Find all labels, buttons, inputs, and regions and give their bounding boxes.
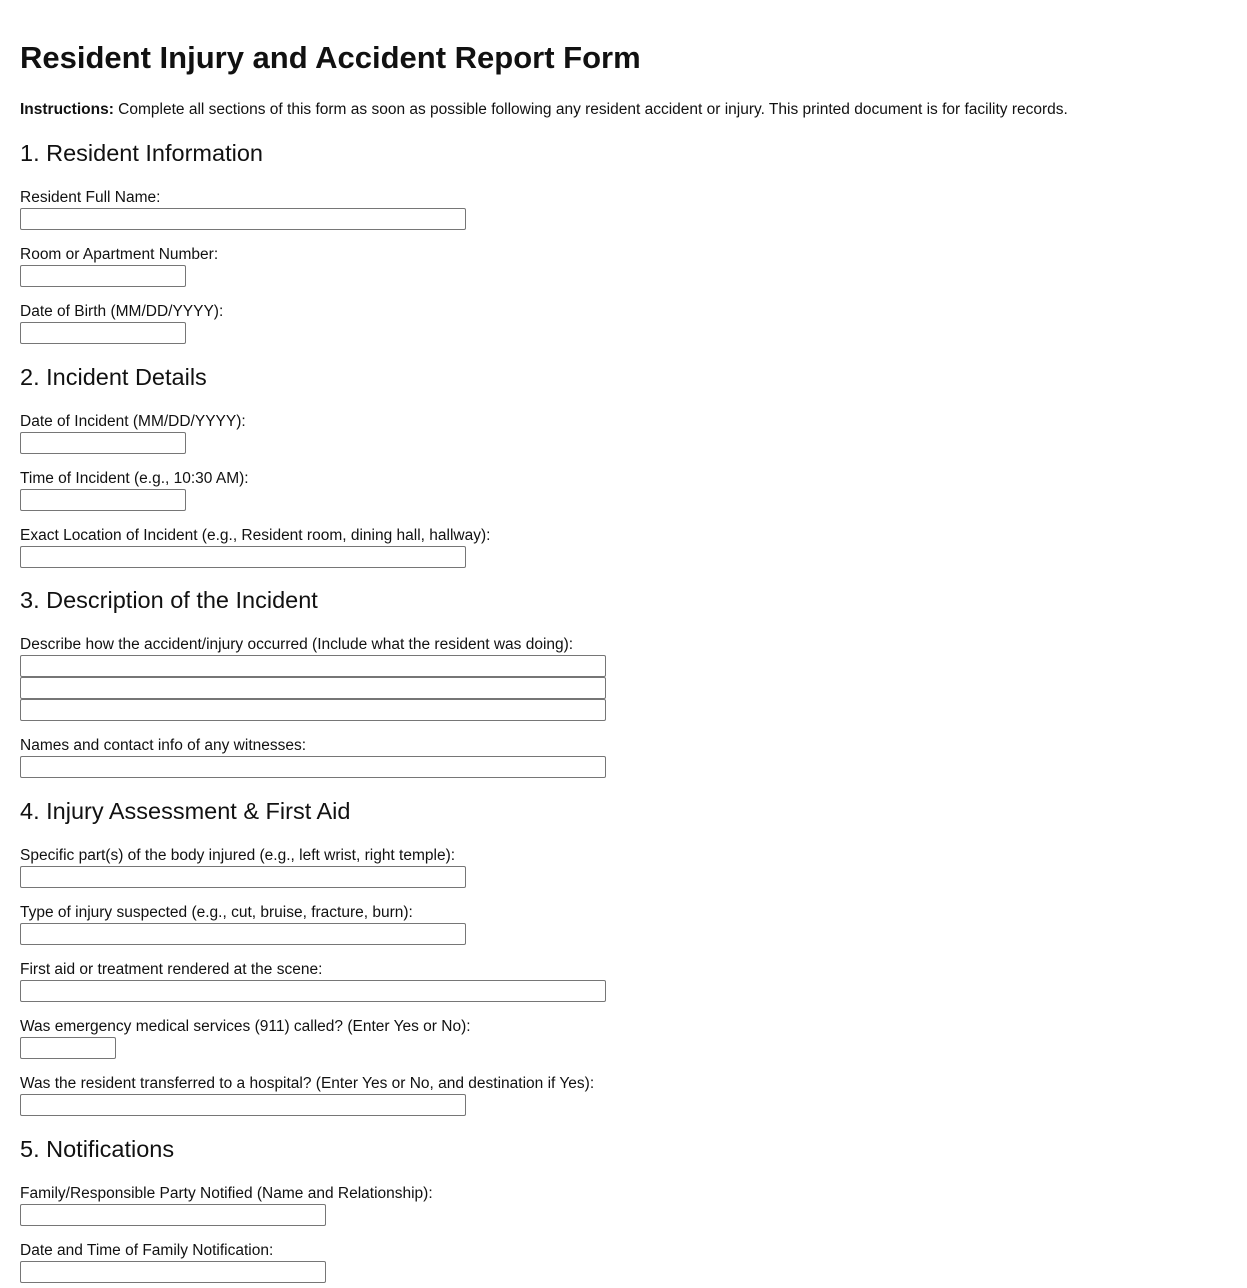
family-notified-label: Family/Responsible Party Notified (Name and Relationship):: [20, 1185, 433, 1202]
injury-type-label: Type of injury suspected (e.g., cut, bruise, fracture, burn):: [20, 904, 413, 921]
ems-called-label: Was emergency medical services (911) called? (Enter Yes or No):: [20, 1018, 471, 1035]
resident-name-label: Resident Full Name:: [20, 189, 161, 206]
family-notified-field[interactable]: [20, 1204, 326, 1226]
instructions: [20, 101, 1068, 119]
incident-location-label: Exact Location of Incident (e.g., Resident room, dining hall, hallway):: [20, 527, 491, 544]
description-line-2-field[interactable]: [20, 677, 606, 699]
instructions-label: Instructions:: [20, 101, 114, 118]
resident-name-field[interactable]: [20, 208, 466, 230]
family-notification-time-label: Date and Time of Family Notification:: [20, 1242, 274, 1259]
room-number-field[interactable]: [20, 265, 186, 287]
hospital-transfer-field[interactable]: [20, 1094, 466, 1116]
family-notification-time-field[interactable]: [20, 1261, 326, 1283]
incident-time-field[interactable]: [20, 489, 186, 511]
witnesses-label: Names and contact info of any witnesses:: [20, 737, 307, 754]
witnesses-field[interactable]: [20, 756, 606, 778]
section-heading-notifications: 5. Notifications: [20, 1136, 175, 1162]
section-heading-resident-info: 1. Resident Information: [20, 140, 263, 166]
description-label: Describe how the accident/injury occurred (Include what the resident was doing):: [20, 636, 574, 653]
first-aid-field[interactable]: [20, 980, 606, 1002]
incident-date-field[interactable]: [20, 432, 186, 454]
body-part-label: Specific part(s) of the body injured (e.g., left wrist, right temple):: [20, 847, 456, 864]
description-line-3-field[interactable]: [20, 699, 606, 721]
hospital-transfer-label: Was the resident transferred to a hospital? (Enter Yes or No, and destination if Yes):: [20, 1075, 595, 1092]
room-number-label: Room or Apartment Number:: [20, 246, 219, 263]
instructions-text: Complete all sections of this form as soon as possible following any resident accident or injury. This printed document is for facility records.: [113, 101, 1068, 118]
dob-field[interactable]: [20, 322, 186, 344]
section-heading-injury-assessment: 4. Injury Assessment & First Aid: [20, 798, 351, 824]
injury-type-field[interactable]: [20, 923, 466, 945]
body-part-field[interactable]: [20, 866, 466, 888]
incident-date-label: Date of Incident (MM/DD/YYYY):: [20, 413, 246, 430]
dob-label: Date of Birth (MM/DD/YYYY):: [20, 303, 224, 320]
first-aid-label: First aid or treatment rendered at the scene:: [20, 961, 323, 978]
section-heading-incident-details: 2. Incident Details: [20, 364, 207, 390]
page-title: Resident Injury and Accident Report Form: [20, 40, 641, 75]
description-line-1-field[interactable]: [20, 655, 606, 677]
ems-called-field[interactable]: [20, 1037, 116, 1059]
incident-location-field[interactable]: [20, 546, 466, 568]
incident-time-label: Time of Incident (e.g., 10:30 AM):: [20, 470, 249, 487]
section-heading-description: 3. Description of the Incident: [20, 587, 318, 613]
